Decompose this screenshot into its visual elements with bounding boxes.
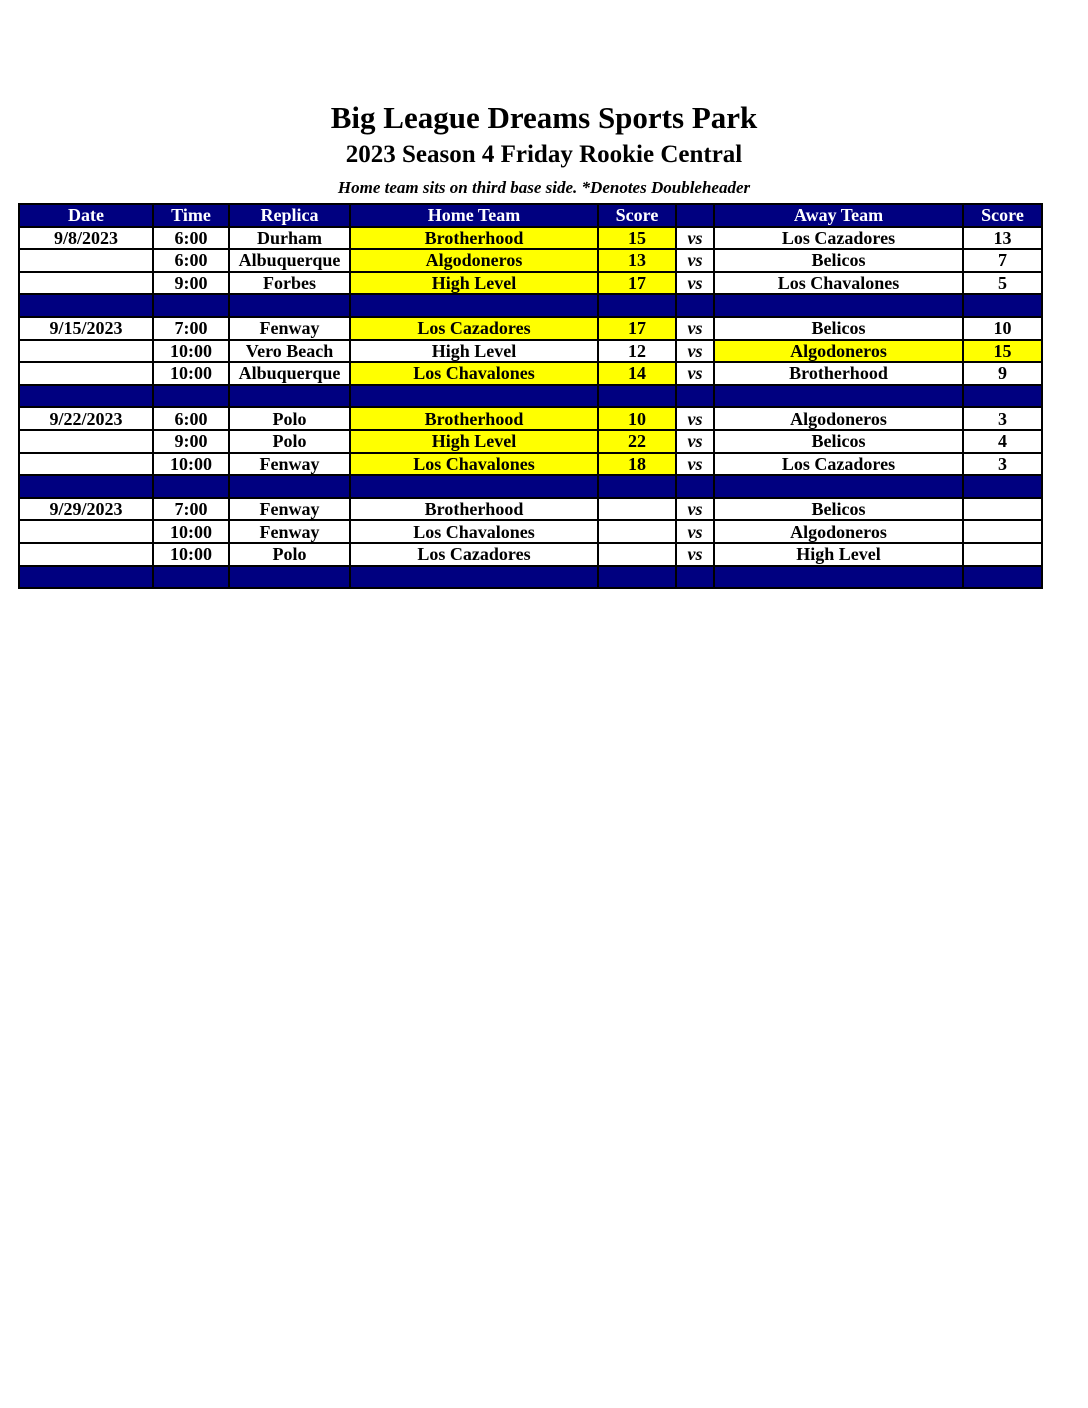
column-header-home-team: Home Team — [350, 204, 598, 227]
away-score-cell — [963, 520, 1042, 543]
table-row — [19, 317, 1042, 340]
home-score-cell: 22 — [598, 430, 676, 453]
away-team-cell: Algodoneros — [714, 520, 963, 543]
replica-cell: Fenway — [229, 520, 350, 543]
date-cell — [19, 430, 153, 453]
column-header-time: Time — [153, 204, 229, 227]
vs-cell: vs — [676, 430, 714, 453]
separator-cell — [229, 294, 350, 317]
table-row — [19, 407, 1042, 430]
vs-cell: vs — [676, 498, 714, 521]
vs-cell: vs — [676, 520, 714, 543]
away-score-cell: 5 — [963, 272, 1042, 295]
away-score-cell: 7 — [963, 249, 1042, 272]
away-team-cell: Belicos — [714, 430, 963, 453]
date-cell: 9/29/2023 — [19, 498, 153, 521]
separator-cell — [598, 385, 676, 408]
away-team-cell: Algodoneros — [714, 407, 963, 430]
replica-cell: Fenway — [229, 317, 350, 340]
time-cell: 9:00 — [153, 272, 229, 295]
date-cell — [19, 272, 153, 295]
away-score-cell: 13 — [963, 227, 1042, 250]
separator-cell — [963, 294, 1042, 317]
table-row — [19, 249, 1042, 272]
home-score-cell — [598, 498, 676, 521]
home-team-cell: Brotherhood — [350, 498, 598, 521]
table-row — [19, 362, 1042, 385]
time-cell: 10:00 — [153, 362, 229, 385]
separator-cell — [153, 475, 229, 498]
vs-cell: vs — [676, 317, 714, 340]
home-score-cell: 13 — [598, 249, 676, 272]
separator-cell — [153, 294, 229, 317]
away-score-cell — [963, 498, 1042, 521]
date-cell — [19, 453, 153, 476]
replica-cell: Vero Beach — [229, 340, 350, 363]
vs-cell: vs — [676, 362, 714, 385]
page-subtitle: 2023 Season 4 Friday Rookie Central — [345, 141, 743, 168]
date-cell — [19, 520, 153, 543]
away-score-cell — [963, 543, 1042, 566]
time-cell: 10:00 — [153, 340, 229, 363]
home-score-cell: 17 — [598, 272, 676, 295]
table-row — [19, 340, 1042, 363]
away-team-cell: Los Cazadores — [714, 227, 963, 250]
separator-cell — [19, 566, 153, 589]
replica-cell: Polo — [229, 543, 350, 566]
separator-cell — [676, 385, 714, 408]
vs-cell: vs — [676, 272, 714, 295]
time-cell: 9:00 — [153, 430, 229, 453]
date-cell — [19, 543, 153, 566]
separator-cell — [714, 475, 963, 498]
date-cell — [19, 340, 153, 363]
separator-cell — [229, 566, 350, 589]
home-team-cell: High Level — [350, 272, 598, 295]
vs-cell: vs — [676, 407, 714, 430]
away-team-cell: Algodoneros — [714, 340, 963, 363]
home-team-cell: Los Chavalones — [350, 520, 598, 543]
time-cell: 7:00 — [153, 317, 229, 340]
separator-cell — [714, 294, 963, 317]
home-team-cell: Brotherhood — [350, 407, 598, 430]
home-team-cell: Los Cazadores — [350, 317, 598, 340]
column-header-vs — [676, 204, 714, 227]
away-team-cell: Los Cazadores — [714, 453, 963, 476]
away-team-cell: Los Chavalones — [714, 272, 963, 295]
week-separator-row — [19, 385, 1042, 408]
separator-cell — [229, 385, 350, 408]
away-team-cell: Brotherhood — [714, 362, 963, 385]
home-team-cell: Los Chavalones — [350, 362, 598, 385]
time-cell: 6:00 — [153, 227, 229, 250]
column-header-away-team: Away Team — [714, 204, 963, 227]
week-separator-row — [19, 475, 1042, 498]
away-score-cell: 9 — [963, 362, 1042, 385]
replica-cell: Fenway — [229, 453, 350, 476]
separator-cell — [676, 294, 714, 317]
replica-cell: Albuquerque — [229, 249, 350, 272]
away-team-cell: Belicos — [714, 317, 963, 340]
away-score-cell: 10 — [963, 317, 1042, 340]
home-score-cell — [598, 520, 676, 543]
column-header-home-score: Score — [598, 204, 676, 227]
away-team-cell: Belicos — [714, 498, 963, 521]
separator-cell — [350, 475, 598, 498]
date-cell — [19, 362, 153, 385]
home-score-cell: 17 — [598, 317, 676, 340]
replica-cell: Fenway — [229, 498, 350, 521]
page-title: Big League Dreams Sports Park — [330, 100, 758, 135]
separator-cell — [598, 475, 676, 498]
date-cell: 9/8/2023 — [19, 227, 153, 250]
home-score-cell: 10 — [598, 407, 676, 430]
vs-cell: vs — [676, 543, 714, 566]
column-header-away-score: Score — [963, 204, 1042, 227]
table-row — [19, 227, 1042, 250]
time-cell: 7:00 — [153, 498, 229, 521]
table-row — [19, 453, 1042, 476]
time-cell: 6:00 — [153, 407, 229, 430]
separator-cell — [153, 385, 229, 408]
separator-cell — [350, 294, 598, 317]
replica-cell: Forbes — [229, 272, 350, 295]
away-team-cell: High Level — [714, 543, 963, 566]
table-row — [19, 543, 1042, 566]
schedule-body — [19, 227, 1042, 589]
away-team-cell: Belicos — [714, 249, 963, 272]
away-score-cell: 15 — [963, 340, 1042, 363]
home-team-cell: Algodoneros — [350, 249, 598, 272]
time-cell: 10:00 — [153, 543, 229, 566]
separator-cell — [153, 566, 229, 589]
vs-cell: vs — [676, 249, 714, 272]
separator-cell — [714, 566, 963, 589]
schedule-table — [18, 203, 1043, 589]
column-header-replica: Replica — [229, 204, 350, 227]
replica-cell: Albuquerque — [229, 362, 350, 385]
table-row — [19, 498, 1042, 521]
table-row — [19, 430, 1042, 453]
separator-cell — [598, 294, 676, 317]
separator-cell — [963, 475, 1042, 498]
home-team-cell: Los Cazadores — [350, 543, 598, 566]
table-row — [19, 272, 1042, 295]
separator-cell — [676, 566, 714, 589]
away-score-cell: 3 — [963, 407, 1042, 430]
separator-cell — [598, 566, 676, 589]
week-separator-row — [19, 294, 1042, 317]
separator-cell — [676, 475, 714, 498]
home-team-cell: Brotherhood — [350, 227, 598, 250]
week-separator-row — [19, 566, 1042, 589]
date-cell: 9/22/2023 — [19, 407, 153, 430]
date-cell: 9/15/2023 — [19, 317, 153, 340]
home-score-cell: 12 — [598, 340, 676, 363]
home-team-cell: Los Chavalones — [350, 453, 598, 476]
home-score-cell: 18 — [598, 453, 676, 476]
separator-cell — [963, 385, 1042, 408]
replica-cell: Polo — [229, 430, 350, 453]
time-cell: 10:00 — [153, 453, 229, 476]
separator-cell — [19, 475, 153, 498]
separator-cell — [19, 294, 153, 317]
time-cell: 6:00 — [153, 249, 229, 272]
away-score-cell: 4 — [963, 430, 1042, 453]
schedule-note: Home team sits on third base side. *Denotes Doubleheader — [337, 178, 751, 197]
separator-cell — [19, 385, 153, 408]
header-row — [19, 204, 1042, 227]
home-score-cell — [598, 543, 676, 566]
separator-cell — [229, 475, 350, 498]
vs-cell: vs — [676, 340, 714, 363]
replica-cell: Durham — [229, 227, 350, 250]
vs-cell: vs — [676, 453, 714, 476]
separator-cell — [350, 385, 598, 408]
replica-cell: Polo — [229, 407, 350, 430]
vs-cell: vs — [676, 227, 714, 250]
separator-cell — [714, 385, 963, 408]
home-team-cell: High Level — [350, 430, 598, 453]
table-row — [19, 520, 1042, 543]
away-score-cell: 3 — [963, 453, 1042, 476]
separator-cell — [350, 566, 598, 589]
date-cell — [19, 249, 153, 272]
home-team-cell: High Level — [350, 340, 598, 363]
separator-cell — [963, 566, 1042, 589]
home-score-cell: 14 — [598, 362, 676, 385]
home-score-cell: 15 — [598, 227, 676, 250]
column-header-date: Date — [19, 204, 153, 227]
time-cell: 10:00 — [153, 520, 229, 543]
